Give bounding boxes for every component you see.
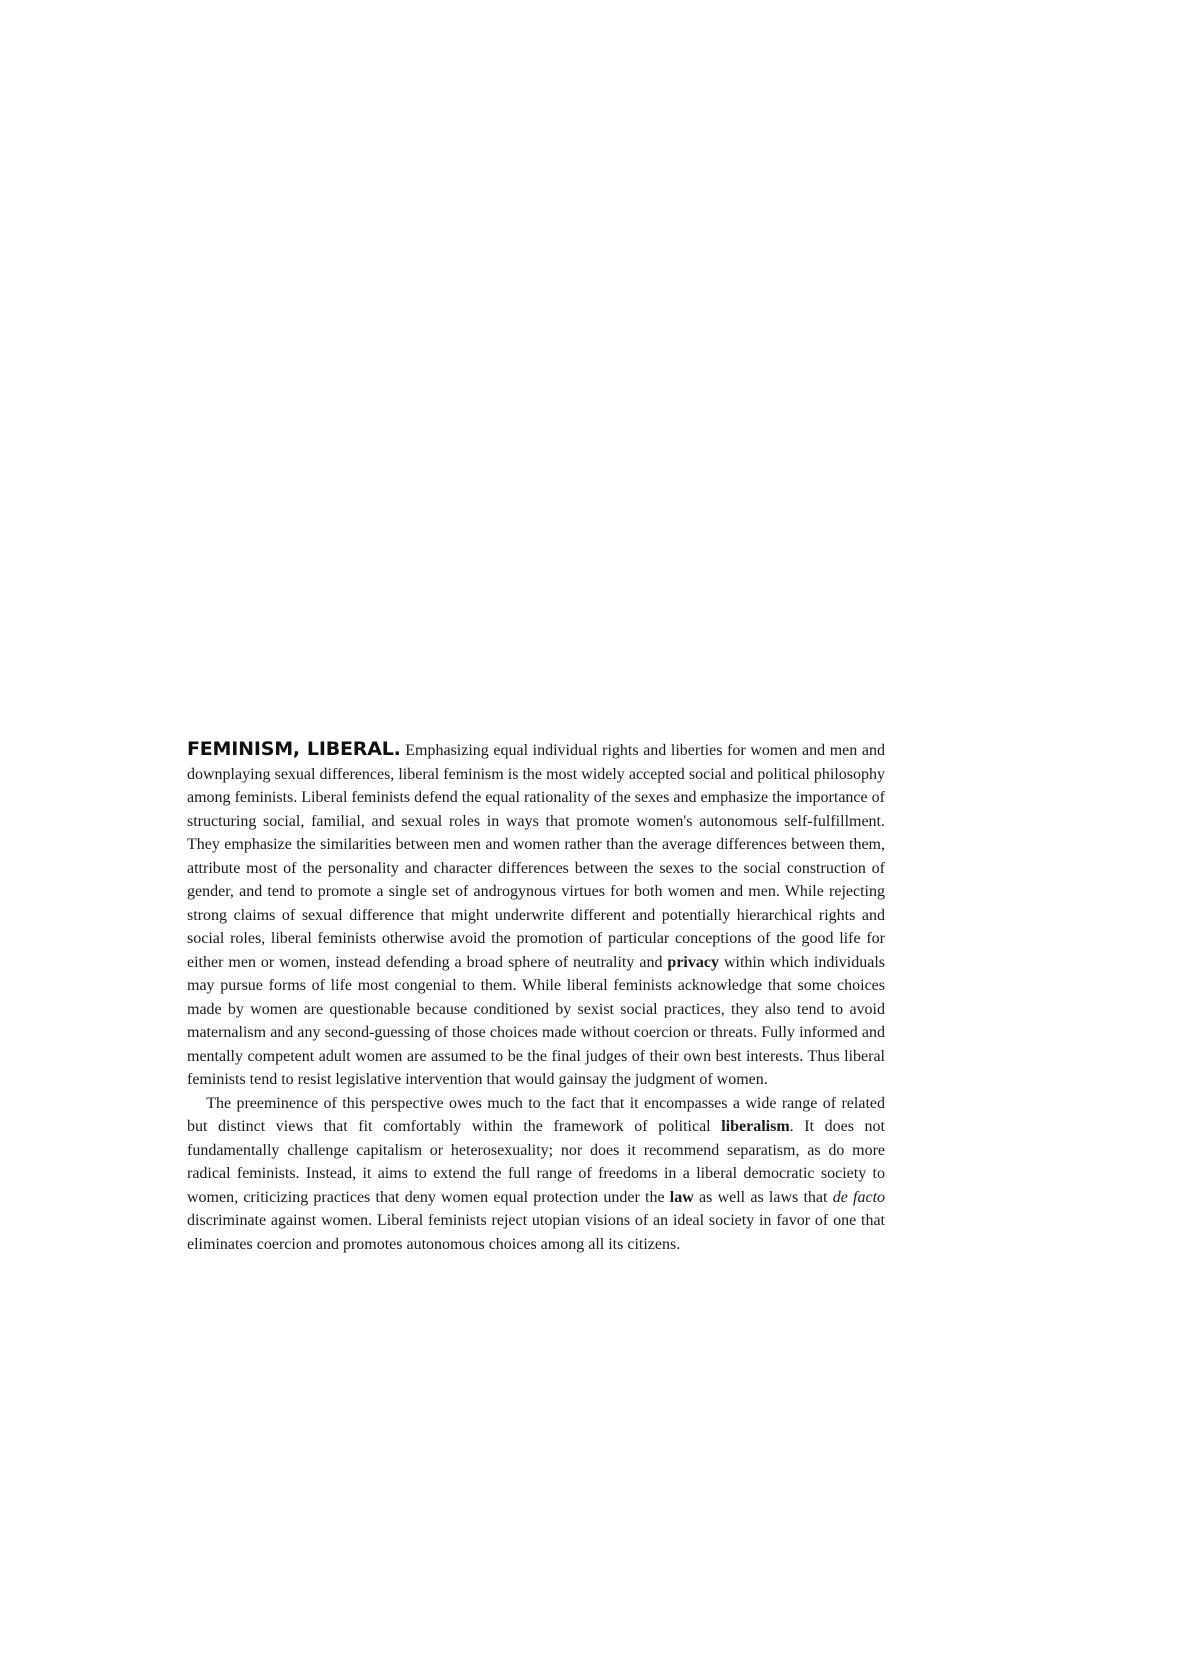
encyclopedia-entry <box>187 738 885 1256</box>
cross-reference-privacy: privacy <box>667 953 719 971</box>
paragraph-2-text-d: discriminate against women. Liberal feminists reject utopian visions of an ideal society in favor of one that eliminates coercion and promotes autonomous choices among all its citizens. <box>187 1212 885 1253</box>
entry-paragraph-2 <box>187 1092 885 1257</box>
paragraph-1-text-b: within which individuals may pursue forms of life most congenial to them. While liberal feminists acknowledge that some choices made by women are questionable because conditioned by sexist social practices, they also tend to avoid maternalism and any second-guessing of those choices made without coercion or threats. Fully informed and mentally competent adult women are assumed to be the final judges of their own best interests. Thus liberal feminists tend to resist legislative intervention that would gainsay the judgment of women. <box>187 953 885 1088</box>
paragraph-2-text-c: as well as laws that <box>693 1188 833 1206</box>
entry-paragraph-1 <box>187 738 885 1092</box>
cross-reference-law: law <box>669 1188 694 1206</box>
italic-term-de-facto: de facto <box>832 1188 886 1206</box>
entry-headword: FEMINISM, LIBERAL. <box>187 738 401 760</box>
paragraph-1-text-a: Emphasizing equal individual rights and liberties for women and men and downplaying sexual differences, liberal feminism is the most widely accepted social and political philosophy among feminists. Liberal feminists defend the equal rationality of the sexes and emphasize the importance of structuring social, familial, and sexual roles in ways that promote women's autonomous self-fulfillment. They emphasize the similarities between men and women rather than the average differences between them, attribute most of the personality and character differences between the sexes to the social construction of gender, and tend to promote a single set of androgynous virtues for both women and men. While rejecting strong claims of sexual difference that might underwrite different and potentially hierarchical rights and social roles, liberal feminists otherwise avoid the promotion of particular conceptions of the good life for either men or women, instead defending a broad sphere of neutrality and <box>187 742 885 971</box>
paragraph-2-text-a: The preeminence of this perspective owes much to the fact that it encompasses a wide range of related but distinct views that fit comfortably within the framework of political <box>187 1094 885 1135</box>
cross-reference-liberalism: liberalism <box>721 1118 790 1135</box>
paragraph-2-text-b: . It does not fundamentally challenge capitalism or heterosexuality; nor does it recommend separatism, as do more radical feminists. Instead, it aims to extend the full range of freedoms in a liberal democratic society to women, criticizing practices that deny women equal protection under the <box>187 1118 886 1206</box>
